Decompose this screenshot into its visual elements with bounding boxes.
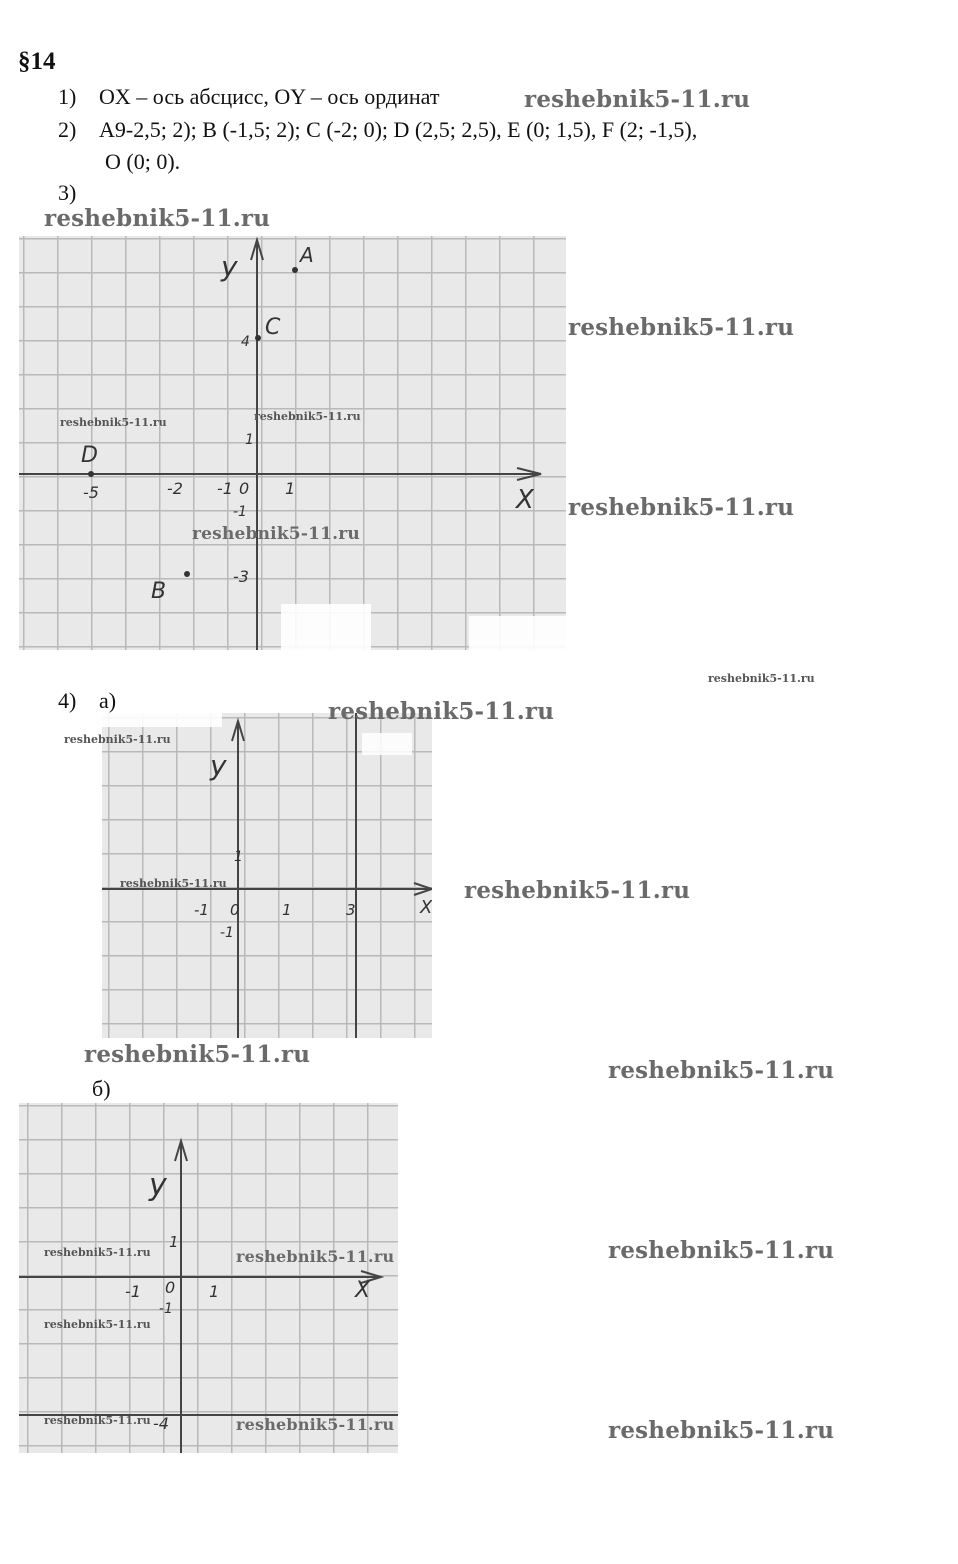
tick-y-m1: -1	[159, 1301, 173, 1317]
point-c	[255, 335, 261, 341]
tick-origin: 0	[230, 901, 240, 919]
point-a	[292, 267, 298, 273]
item-4-number: 4)	[58, 688, 77, 713]
tick-x-1: 1	[285, 479, 296, 498]
paper-smudge	[469, 616, 566, 650]
watermark: reshebnik5-11.ru	[568, 314, 795, 341]
tick-y-m1: -1	[233, 504, 247, 520]
watermark: reshebnik5-11.ru	[84, 1041, 311, 1068]
tick-origin: 0	[165, 1278, 176, 1297]
watermark: reshebnik5-11.ru	[464, 877, 691, 904]
watermark: reshebnik5-11.ru	[60, 416, 167, 429]
tick-x-3: 3	[346, 901, 356, 919]
tick-x-m1: -1	[217, 479, 233, 498]
figure-4b-grid	[19, 1103, 398, 1453]
point-a-label: A	[300, 243, 314, 267]
point-d-label: D	[81, 443, 98, 468]
paper-smudge	[362, 733, 412, 755]
watermark: reshebnik5-11.ru	[44, 1318, 151, 1331]
item-2-line-2: O (0; 0).	[105, 149, 181, 174]
watermark: reshebnik5-11.ru	[192, 524, 360, 544]
watermark: reshebnik5-11.ru	[236, 1415, 395, 1434]
item-4-b-label: б)	[92, 1076, 111, 1101]
watermark: reshebnik5-11.ru	[44, 1414, 151, 1427]
item-4-a-label: а)	[99, 688, 117, 713]
item-3-number: 3)	[58, 180, 77, 205]
item-2-line-1: A9-2,5; 2); B (-1,5; 2); C (-2; 0); D (2,5; 2,5), E (0; 1,5), F (2; -1,5),	[99, 117, 698, 142]
tick-origin: 0	[239, 479, 250, 498]
watermark: reshebnik5-11.ru	[120, 877, 227, 890]
watermark: reshebnik5-11.ru	[608, 1237, 835, 1264]
item-1-text: OX – ось абсцисс, OY – ось ординат	[99, 84, 440, 109]
tick-y-1: 1	[245, 432, 254, 448]
watermark: reshebnik5-11.ru	[568, 494, 795, 521]
watermark: reshebnik5-11.ru	[64, 733, 171, 746]
y-axis-label: y	[221, 250, 238, 283]
tick-y-m4: -4	[153, 1414, 169, 1433]
tick-y-4: 4	[241, 334, 250, 350]
paper-smudge	[102, 713, 222, 727]
section-heading: §14	[18, 48, 56, 75]
watermark: reshebnik5-11.ru	[328, 698, 555, 725]
x-axis-label: X	[516, 485, 534, 515]
point-c-label: C	[265, 315, 281, 340]
watermark: reshebnik5-11.ru	[608, 1417, 835, 1444]
x-axis-label: X	[420, 897, 432, 918]
tick-x-1: 1	[209, 1282, 220, 1301]
y-axis-label: y	[149, 1168, 167, 1203]
tick-x-m2: -2	[167, 479, 183, 498]
watermark: reshebnik5-11.ru	[708, 672, 815, 685]
tick-y-1: 1	[234, 849, 243, 865]
watermark: reshebnik5-11.ru	[44, 1246, 151, 1259]
watermark: reshebnik5-11.ru	[608, 1057, 835, 1084]
point-b-label: B	[151, 579, 167, 604]
watermark: reshebnik5-11.ru	[44, 205, 271, 232]
watermark: reshebnik5-11.ru	[254, 410, 361, 423]
tick-y-m1: -1	[220, 925, 234, 941]
watermark: reshebnik5-11.ru	[236, 1247, 395, 1266]
figure-3-grid	[19, 236, 566, 650]
figure-4a-grid	[102, 713, 432, 1038]
point-b	[184, 571, 190, 577]
paper-smudge	[281, 604, 371, 650]
point-d	[88, 471, 94, 477]
tick-x-m1: -1	[194, 901, 209, 919]
x-axis-label: X	[355, 1278, 371, 1303]
y-axis-label: y	[210, 749, 227, 782]
tick-x-m5: -5	[83, 483, 99, 502]
tick-x-1: 1	[282, 901, 292, 919]
item-2-number: 2)	[58, 117, 77, 142]
tick-x-m1: -1	[125, 1282, 141, 1301]
tick-y-m3: -3	[233, 567, 249, 586]
watermark: reshebnik5-11.ru	[524, 86, 751, 113]
item-1-number: 1)	[58, 84, 77, 109]
tick-y-1: 1	[169, 1233, 179, 1251]
